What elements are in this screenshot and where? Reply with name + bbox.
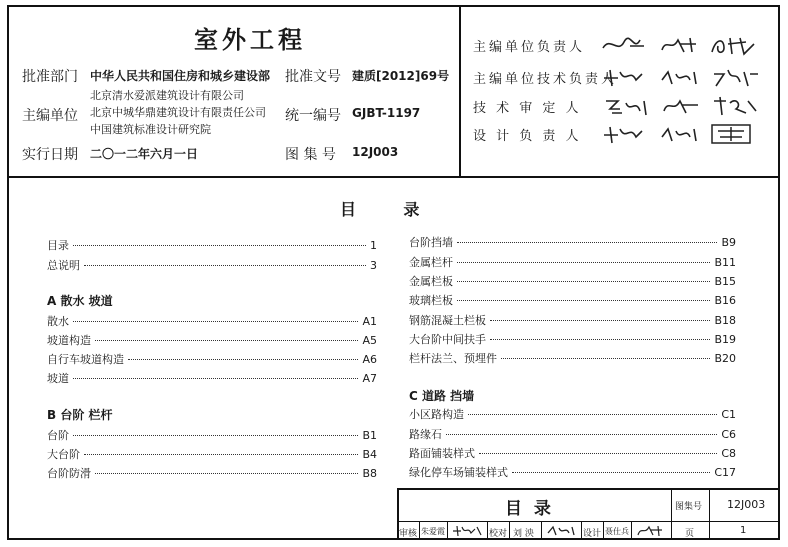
dot-leader — [73, 378, 358, 379]
toc-entry[interactable] — [47, 370, 377, 386]
toc-entry-title: 目录 — [47, 239, 69, 252]
toc-entry-page: B18 — [714, 314, 736, 327]
toc-entry-page: 1 — [370, 239, 377, 252]
dot-leader — [95, 473, 358, 474]
title-block-name: 目 录 — [505, 499, 551, 519]
toc-section-b: B 台阶 栏杆 — [47, 408, 113, 422]
toc-entry-page: C17 — [714, 466, 736, 479]
toc-entry[interactable] — [409, 406, 736, 422]
toc-entry-title: 坡道构造 — [47, 334, 91, 347]
dot-leader — [490, 320, 710, 321]
header-divider — [459, 5, 461, 178]
tb-check-signature — [545, 523, 579, 538]
signature-row-2 — [600, 64, 765, 90]
toc-entry-page: C8 — [721, 447, 736, 460]
toc-entry-title: 钢筋混凝土栏板 — [409, 314, 486, 327]
toc-entry-page: B8 — [362, 467, 377, 480]
signature-row-4 — [600, 121, 765, 147]
editor-unit-line-3: 中国建筑标准设计研究院 — [90, 123, 211, 136]
toc-entry-title: 自行车坡道构造 — [47, 353, 124, 366]
toc-entry-page: B19 — [714, 333, 736, 346]
toc-entry-page: A1 — [362, 315, 377, 328]
tb-page-label: 页 — [685, 529, 695, 539]
toc-section-c: C 道路 挡墙 — [409, 389, 475, 403]
atlas-no-value: 12J003 — [352, 145, 399, 159]
toc-entry[interactable] — [409, 445, 736, 461]
approval-doc-value: 建质[2012]69号 — [352, 69, 450, 83]
dot-leader — [95, 340, 358, 341]
tb-cell-divider — [541, 521, 542, 540]
effective-date-label: 实行日期 — [22, 147, 78, 163]
approval-doc-label: 批准文号 — [285, 69, 341, 85]
tb-check-label: 校对 — [489, 529, 508, 539]
toc-entry-title: 台阶挡墙 — [409, 236, 453, 249]
tb-cell-divider — [509, 521, 510, 540]
tb-cell-divider — [447, 521, 448, 540]
dot-leader — [73, 321, 358, 322]
toc-entry-page: B9 — [721, 236, 736, 249]
toc-entry[interactable] — [47, 237, 377, 253]
toc-entry[interactable] — [409, 350, 736, 366]
toc-entry-page: A6 — [362, 353, 377, 366]
tb-design-label: 设计 — [583, 529, 602, 539]
toc-entry-title: 台阶防滑 — [47, 467, 91, 480]
toc-entry[interactable] — [47, 446, 377, 462]
toc-entry-title: 台阶 — [47, 429, 69, 442]
toc-entry[interactable] — [409, 234, 736, 250]
toc-entry[interactable] — [409, 464, 736, 480]
toc-section-a: A 散水 坡道 — [47, 294, 113, 308]
toc-entry-title: 坡道 — [47, 372, 69, 385]
toc-entry-title: 金属栏板 — [409, 275, 453, 288]
toc-entry[interactable] — [409, 331, 736, 347]
unified-no-value: GJBT-1197 — [352, 106, 421, 120]
dot-leader — [479, 453, 717, 454]
toc-entry-page: C6 — [721, 428, 736, 441]
tb-cell-divider — [419, 521, 420, 540]
tb-cell-divider — [487, 521, 488, 540]
dot-leader — [501, 358, 710, 359]
dot-leader — [84, 265, 366, 266]
resp-label-tech-lead: 主编单位技术负责人 — [473, 72, 618, 87]
tb-check-name: 刘 泱 — [513, 529, 534, 539]
dot-leader — [457, 300, 710, 301]
toc-entry-page: A5 — [362, 334, 377, 347]
toc-entry-title: 散水 — [47, 315, 69, 328]
toc-entry-page: B20 — [714, 352, 736, 365]
toc-entry-title: 绿化停车场铺装样式 — [409, 466, 508, 479]
effective-date-value: 二〇一二年六月一日 — [90, 147, 199, 161]
unified-no-label: 统一编号 — [285, 108, 341, 124]
editor-unit-line-1: 北京清水爱派建筑设计有限公司 — [90, 89, 244, 102]
dot-leader — [457, 262, 710, 263]
title-block-atlas-value: 12J003 — [727, 498, 766, 511]
tb-review-name: 朱爱霞 — [421, 527, 445, 536]
title-block-atlas-label: 图集号 — [675, 502, 703, 512]
toc-entry-page: B15 — [714, 275, 736, 288]
tb-design-name: 聂仕兵 — [605, 527, 629, 536]
tb-cell-divider — [603, 521, 604, 540]
resp-label-design-lead: 设 计 负 责 人 — [473, 129, 582, 144]
tb-review-signature — [451, 523, 485, 538]
dot-leader — [446, 434, 717, 435]
toc-entry-page: C1 — [721, 408, 736, 421]
dot-leader — [128, 359, 358, 360]
toc-entry[interactable] — [47, 465, 377, 481]
toc-entry-title: 路缘石 — [409, 428, 442, 441]
toc-entry-page: B11 — [714, 256, 736, 269]
toc-entry-title: 玻璃栏板 — [409, 294, 453, 307]
dot-leader — [490, 339, 710, 340]
editor-unit-line-2: 北京中城华鼎建筑设计有限责任公司 — [90, 106, 266, 119]
dot-leader — [468, 414, 717, 415]
toc-entry-page: A7 — [362, 372, 377, 385]
toc-entry[interactable] — [409, 312, 736, 328]
approval-dept-label: 批准部门 — [22, 69, 78, 85]
toc-entry[interactable] — [409, 426, 736, 442]
resp-label-tech-reviewer: 技 术 审 定 人 — [473, 101, 582, 116]
toc-entry-title: 小区路构造 — [409, 408, 464, 421]
toc-entry-title: 金属栏杆 — [409, 256, 453, 269]
approval-dept-value: 中华人民共和国住房和城乡建设部 — [90, 69, 271, 83]
toc-entry[interactable] — [47, 313, 377, 329]
toc-heading: 目 录 — [340, 200, 422, 219]
toc-entry[interactable] — [409, 273, 736, 289]
toc-entry[interactable] — [409, 254, 736, 270]
toc-entry-title: 栏杆法兰、预埋件 — [409, 352, 497, 365]
toc-entry-title: 大台阶 — [47, 448, 80, 461]
dot-leader — [512, 472, 710, 473]
toc-entry-title: 路面铺装样式 — [409, 447, 475, 460]
toc-entry-title: 大台阶中间扶手 — [409, 333, 486, 346]
dot-leader — [84, 454, 358, 455]
toc-entry-page: B4 — [362, 448, 377, 461]
dot-leader — [73, 435, 358, 436]
resp-label-chief-editor: 主编单位负责人 — [473, 40, 586, 55]
dot-leader — [457, 242, 717, 243]
toc-entry-page: B16 — [714, 294, 736, 307]
document-title: 室外工程 — [194, 26, 306, 54]
signature-row-3 — [600, 93, 765, 119]
atlas-no-label: 图 集 号 — [285, 147, 336, 163]
toc-entry[interactable] — [47, 351, 377, 367]
tb-review-label: 审核 — [399, 529, 418, 539]
tb-cell-divider — [581, 521, 582, 540]
toc-entry-page: 3 — [370, 259, 377, 272]
editor-unit-label: 主编单位 — [22, 108, 78, 124]
tb-design-signature — [635, 523, 669, 538]
toc-entry[interactable] — [47, 257, 377, 273]
toc-entry-page: B1 — [362, 429, 377, 442]
title-block-hline — [397, 521, 780, 522]
title-block-vline-2 — [709, 488, 710, 540]
title-block-vline-1 — [671, 488, 672, 540]
dot-leader — [73, 245, 366, 246]
toc-entry[interactable] — [47, 427, 377, 443]
toc-entry[interactable] — [47, 332, 377, 348]
tb-page-value: 1 — [740, 525, 747, 536]
tb-cell-divider — [631, 521, 632, 540]
toc-entry-title: 总说明 — [47, 259, 80, 272]
dot-leader — [457, 281, 710, 282]
signature-row-1 — [600, 32, 765, 58]
toc-entry[interactable] — [409, 292, 736, 308]
